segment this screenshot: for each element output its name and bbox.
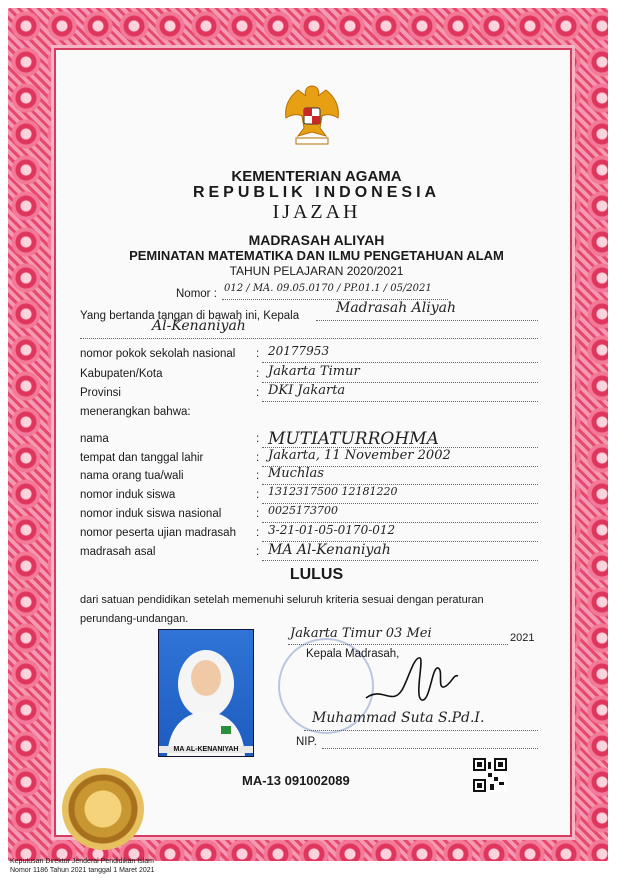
footer-decree xyxy=(10,857,155,875)
field-label: Kabupaten/Kota xyxy=(80,368,163,380)
ministry-title: KEMENTERIAN AGAMA xyxy=(231,168,402,185)
field-value: 0025173700 xyxy=(268,504,338,517)
field-label: nomor peserta ujian madrasah xyxy=(80,527,236,539)
garuda-emblem-icon xyxy=(276,78,348,150)
signer-name: Muhammad Suta S.Pd.I. xyxy=(312,710,485,726)
field-value: MUTIATURROHMA xyxy=(268,429,439,449)
specialization: PEMINATAN MATEMATIKA DAN ILMU PENGETAHUAN ALAM xyxy=(129,248,504,263)
field-label: nomor pokok sekolah nasional xyxy=(80,348,236,360)
person-icon xyxy=(159,630,253,756)
declares-label: menerangkan bahwa: xyxy=(80,406,191,418)
field-colon: : xyxy=(256,387,260,399)
field-colon: : xyxy=(256,433,260,445)
footer-line2: Nomor 1186 Tahun 2021 tanggal 1 Maret 2021 xyxy=(10,867,155,874)
signature-place-date: Jakarta Timur 03 Mei xyxy=(290,626,432,641)
school-type: MADRASAH ALIYAH xyxy=(248,232,385,248)
field-colon: : xyxy=(256,452,260,464)
field-value: MA Al-Kenaniyah xyxy=(268,542,391,558)
field-label: nama orang tua/wali xyxy=(80,470,184,482)
field-label: nama xyxy=(80,433,109,445)
field-value: 3-21-01-05-0170-012 xyxy=(268,523,396,537)
field-value: 1312317500 12181220 xyxy=(268,485,398,498)
field-colon: : xyxy=(256,527,260,539)
footer-line1: Keputusan Direktur Jenderal Pendidikan Islam xyxy=(10,858,154,865)
field-value: 20177953 xyxy=(268,344,330,358)
qr-code-icon xyxy=(473,758,507,792)
signature-scribble-icon xyxy=(362,646,462,716)
field-label: nomor induk siswa xyxy=(80,489,176,501)
signer-label: Yang bertanda tangan di bawah ini, Kepala xyxy=(80,310,300,322)
result-lulus: LULUS xyxy=(289,566,344,583)
field-value: Jakarta Timur xyxy=(268,364,360,379)
statement-line1: dari satuan pendidikan setelah memenuhi seluruh kriteria sesuai dengan peraturan xyxy=(80,594,484,606)
number-label: Nomor : xyxy=(176,288,217,300)
field-colon: : xyxy=(256,508,260,520)
field-colon: : xyxy=(256,368,260,380)
signature-year: 2021 xyxy=(510,632,535,644)
field-label: Provinsi xyxy=(80,387,121,399)
field-label: tempat dan tanggal lahir xyxy=(80,452,204,464)
field-colon: : xyxy=(256,470,260,482)
field-label: madrasah asal xyxy=(80,546,156,558)
field-value: Jakarta, 11 November 2002 xyxy=(268,448,451,463)
student-photo xyxy=(158,629,254,757)
document-title: IJAZAH xyxy=(272,201,361,223)
academic-year: TAHUN PELAJARAN 2020/2021 xyxy=(229,264,404,278)
school-name-line1: Madrasah Aliyah xyxy=(336,300,457,316)
field-label: nomor induk siswa nasional xyxy=(80,508,222,520)
field-value: Muchlas xyxy=(268,466,324,481)
field-colon: : xyxy=(256,348,260,360)
field-colon: : xyxy=(256,489,260,501)
signature-role: Kepala Madrasah, xyxy=(306,648,400,660)
republic-title: REPUBLIK INDONESIA xyxy=(192,184,441,201)
field-value: DKI Jakarta xyxy=(268,383,346,398)
serial-number: MA-13 091002089 xyxy=(242,773,350,788)
school-name-line2: Al-Kenaniyah xyxy=(152,318,246,334)
photo-caption: MA AL-KENANIYAH xyxy=(159,746,253,753)
nip-label: NIP. xyxy=(296,736,317,748)
field-colon: : xyxy=(256,546,260,558)
statement-line2: perundang-undangan. xyxy=(80,613,189,625)
number-value: 012 / MA. 09.05.0170 / PP.01.1 / 05/2021 xyxy=(224,283,432,294)
gold-seal-icon xyxy=(62,768,144,850)
